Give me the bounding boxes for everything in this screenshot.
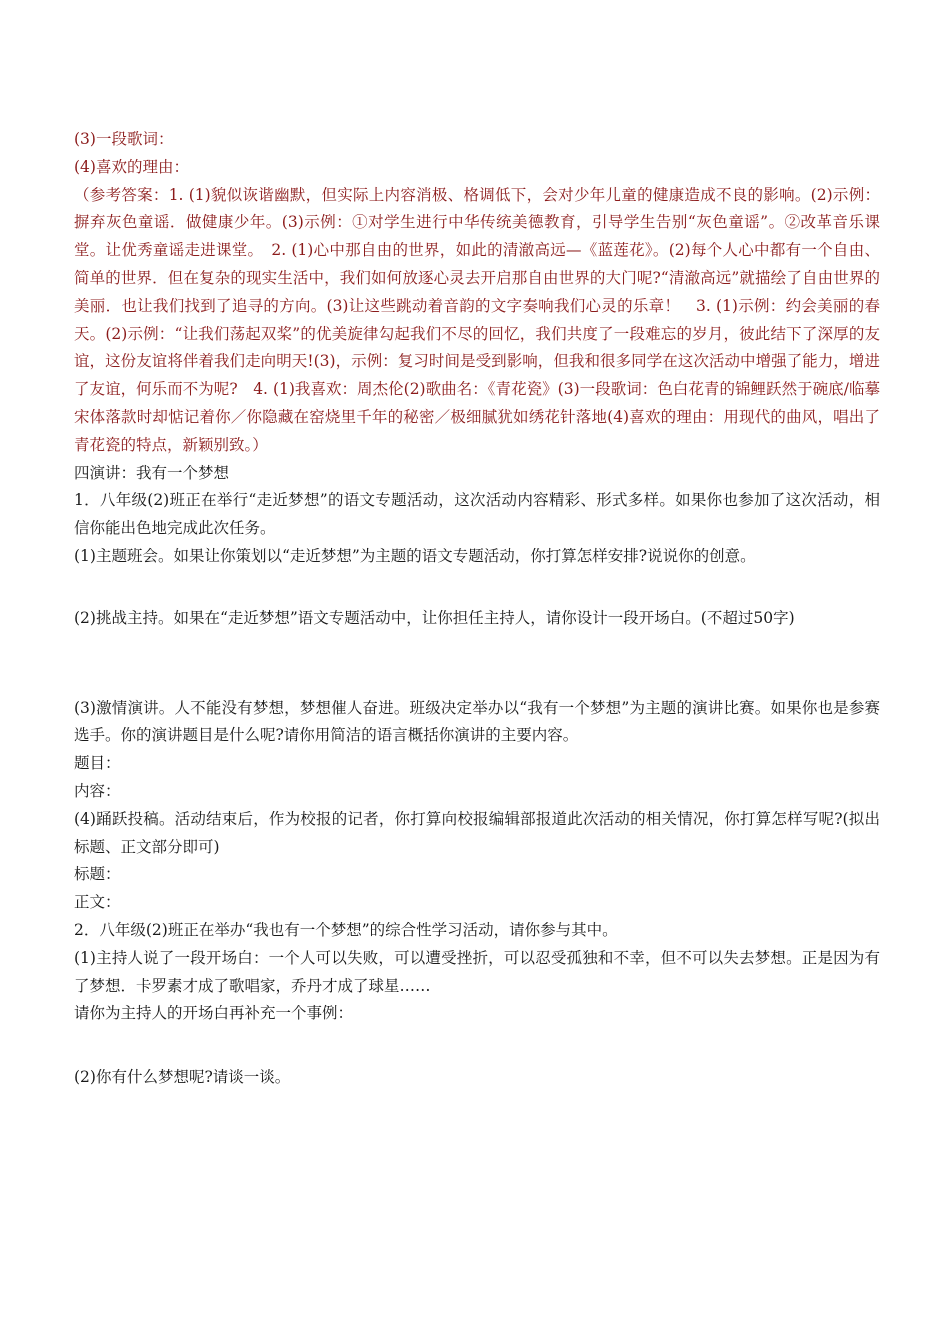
reference-answer: （参考答案：1. (1)貌似诙谐幽默，但实际上内容消极、格调低下，会对少年儿童的健康造成不良的影响。(2)示例：摒弃灰色童谣．做健康少年。(3)示例：①对学生进行中华传统美德教育，引导学生告别“灰色童谣”。②改革音乐课堂。让优秀童谣走进课堂。 2. (1)心中那自由的世界，如此的清澈高远—《蓝莲花》。(2)每个人心中都有一个自由、简单的世界．但在复杂的现实生活中，我们如何放逐心灵去开启那自由世界的大门呢?“清澈高远”就描绘了自由世界的美丽．也让我们找到了追寻的方向。(3)让这些跳动着音韵的文字奏响我们心灵的乐章！ 3. (1)示例：约会美丽的春天。(2)示例：“让我们荡起双桨”的优美旋律勾起我们不尽的回忆，我们共度了一段难忘的岁月，彼此结下了深厚的友谊，这份友谊将伴着我们走向明天!(3)，示例：复习时间是受到影响，但我和很多同学在这次活动中增强了能力，增进了友谊，何乐而不为呢? 4. (1)我喜欢：周杰伦(2)歌曲名：《青花瓷》(3)一段歌词：色白花青的锦鲤跃然于碗底/临摹宋体落款时却惦记着你／你隐藏在窑烧里千年的秘密／极细腻犹如绣花针落地(4)喜欢的理由：用现代的曲风，唱出了青花瓷的特点，新颖别致。） <box>74 185 880 454</box>
answer-space <box>74 1028 880 1064</box>
answer-space <box>74 679 880 695</box>
title-label: 题目： <box>74 754 121 773</box>
content-label: 内容： <box>74 781 121 800</box>
question-1-4: (4)踊跃投稿。活动结束后，作为校报的记者，你打算向校报编辑部报道此次活动的相关情况，你打算怎样写呢?(拟出标题、正文部分即可) <box>74 809 880 856</box>
answer-space <box>74 571 880 605</box>
question-2-2: (2)你有什么梦想呢?请谈一谈。 <box>74 1068 291 1087</box>
question-1: 1．八年级(2)班正在举行“走近梦想”的语文专题活动，这次活动内容精彩、形式多样。如果你也参加了这次活动，相信你能出色地完成此次任务。 <box>74 491 880 538</box>
question-1-2: (2)挑战主持。如果在“走近梦想”语文专题活动中，让你担任主持人，请你设计一段开场白。(不超过50字) <box>74 608 795 627</box>
question-2: 2．八年级(2)班正在举办“我也有一个梦想”的综合性学习活动，请你参与其中。 <box>74 920 618 939</box>
answer-space <box>74 633 880 679</box>
question-1-3: (3)激情演讲。人不能没有梦想，梦想催人奋进。班级决定举办以“我有一个梦想”为主题的演讲比赛。如果你也是参赛选手。你的演讲题目是什么呢?请你用简洁的语言概括你演讲的主要内容。 <box>74 698 880 745</box>
question-2-1-prompt: 请你为主持人的开场白再补充一个事例： <box>74 1004 354 1023</box>
lyrics-prompt: (3)一段歌词： <box>74 130 174 148</box>
headline-label: 标题： <box>74 865 121 884</box>
section-heading: 四演讲：我有一个梦想 <box>74 463 230 482</box>
reason-prompt: (4)喜欢的理由： <box>74 157 189 176</box>
question-2-1: (1)主持人说了一段开场白：一个人可以失败，可以遭受挫折，可以忍受孤独和不幸，但不可以失去梦想。正是因为有了梦想．卡罗素才成了歌唱家，乔丹才成了球星…… <box>74 948 880 995</box>
body-label: 正文： <box>74 893 121 912</box>
question-1-1: (1)主题班会。如果让你策划以“走近梦想”为主题的语文专题活动，你打算怎样安排?说说你的创意。 <box>74 546 756 565</box>
